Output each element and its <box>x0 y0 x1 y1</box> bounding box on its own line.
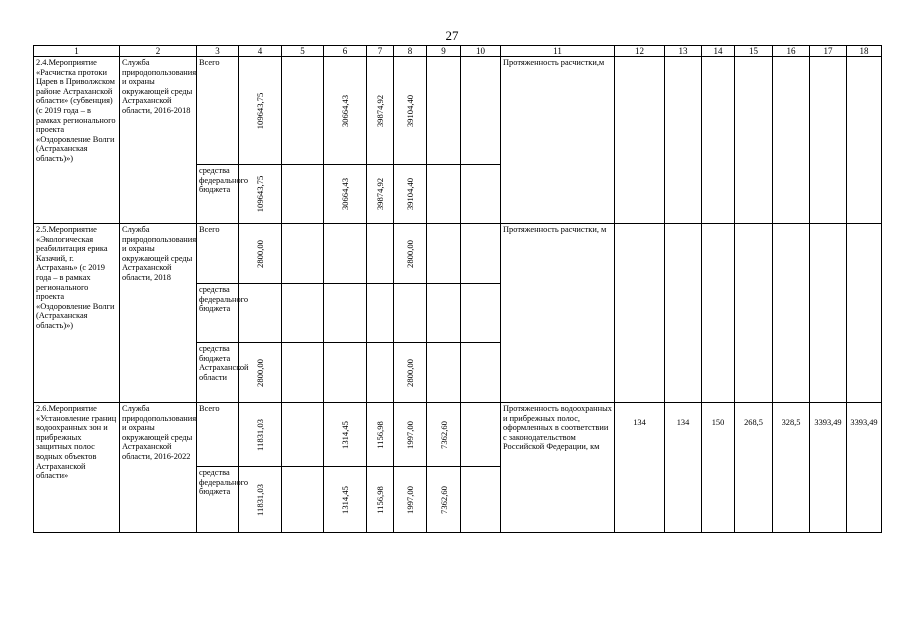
amount-cell <box>239 165 282 224</box>
table-row <box>34 403 882 467</box>
amount-cell <box>394 467 427 533</box>
amount-value: 1997,00 <box>405 485 415 514</box>
amount-cell <box>324 284 367 343</box>
amount-cell <box>239 403 282 467</box>
amount-cell <box>461 467 501 533</box>
col-header: 2 <box>120 46 197 57</box>
amount-value: 7362,60 <box>438 420 449 449</box>
indicator-cell: Протяженность расчистки,м <box>501 57 615 224</box>
amount-cell <box>427 224 461 284</box>
amount-value: 109643,75 <box>255 175 265 213</box>
col-header: 14 <box>702 46 735 57</box>
amount-cell <box>394 57 427 165</box>
program-table <box>33 45 882 533</box>
col-header: 16 <box>773 46 810 57</box>
value-cell: 268,5 <box>735 403 773 533</box>
amount-cell <box>427 403 461 467</box>
amount-cell <box>394 403 427 467</box>
value-cell: 134 <box>615 403 665 533</box>
value-cell <box>847 57 882 224</box>
source-cell: Всего <box>197 403 239 467</box>
amount-value: 39104,40 <box>405 94 415 127</box>
amount-value: 109643,75 <box>255 92 265 129</box>
amount-cell <box>461 343 501 403</box>
amount-cell <box>324 467 367 533</box>
value-cell <box>665 57 702 224</box>
amount-cell <box>282 57 324 165</box>
value-cell <box>773 57 810 224</box>
col-header: 1 <box>34 46 120 57</box>
amount-cell <box>282 343 324 403</box>
amount-cell <box>282 403 324 467</box>
amount-value: 2800,00 <box>405 358 415 387</box>
amount-cell <box>282 165 324 224</box>
table-row <box>34 57 882 165</box>
amount-cell <box>367 343 394 403</box>
amount-cell <box>461 403 501 467</box>
col-header: 8 <box>394 46 427 57</box>
value-cell: 3393,49 <box>810 403 847 533</box>
value-cell <box>810 57 847 224</box>
measure-cell: 2.5.Мероприятие «Экологическая реабилитация ерика Казачий, г. Астрахань» (с 2019 года – в рамках регионального проекта «Оздоровление Волги (Астраханская область)») <box>34 224 120 403</box>
value-cell <box>735 224 773 403</box>
amount-cell <box>367 224 394 284</box>
amount-value: 2800,00 <box>255 358 265 387</box>
col-header: 4 <box>239 46 282 57</box>
amount-cell <box>239 467 282 533</box>
executor-cell: Служба природопользования и охраны окружающей среды Астраханской области, 2016-2018 <box>120 57 197 224</box>
col-header: 5 <box>282 46 324 57</box>
amount-cell <box>324 403 367 467</box>
table-row <box>34 224 882 284</box>
amount-cell <box>394 284 427 343</box>
amount-value: 39874,92 <box>375 177 385 211</box>
amount-cell <box>324 224 367 284</box>
col-header: 17 <box>810 46 847 57</box>
amount-value: 2800,00 <box>255 239 265 268</box>
col-header: 13 <box>665 46 702 57</box>
source-cell: средства федерального бюджета <box>197 165 239 224</box>
value-cell: 150 <box>702 403 735 533</box>
amount-cell <box>367 165 394 224</box>
source-cell: Всего <box>197 57 239 165</box>
amount-value: 1156,98 <box>375 420 385 449</box>
header-row <box>34 46 882 57</box>
amount-value: 7362,60 <box>438 485 449 514</box>
amount-cell <box>324 165 367 224</box>
amount-cell <box>367 284 394 343</box>
indicator-cell: Протяженность расчистки, м <box>501 224 615 403</box>
col-header: 9 <box>427 46 461 57</box>
amount-value: 30664,43 <box>340 94 350 127</box>
amount-cell <box>282 224 324 284</box>
amount-value: 2800,00 <box>405 239 415 268</box>
amount-cell <box>239 343 282 403</box>
amount-cell <box>239 224 282 284</box>
amount-cell <box>324 57 367 165</box>
amount-cell <box>324 343 367 403</box>
value-cell <box>773 224 810 403</box>
amount-cell <box>427 57 461 165</box>
amount-value: 39874,92 <box>375 94 385 127</box>
source-cell: средства федерального бюджета <box>197 467 239 533</box>
value-cell: 134 <box>665 403 702 533</box>
value-cell: 328,5 <box>773 403 810 533</box>
amount-cell <box>367 467 394 533</box>
amount-value: 30664,43 <box>340 177 350 211</box>
col-header: 12 <box>615 46 665 57</box>
amount-value: 1997,00 <box>405 420 415 449</box>
amount-cell <box>239 284 282 343</box>
amount-cell <box>427 343 461 403</box>
amount-cell <box>461 224 501 284</box>
executor-cell: Служба природопользования и охраны окружающей среды Астраханской области, 2016-2022 <box>120 403 197 533</box>
amount-cell <box>461 284 501 343</box>
amount-cell <box>282 284 324 343</box>
measure-cell: 2.6.Мероприятие «Установление границ водоохранных зон и прибрежных защитных полос водных объектов Астраханской области» <box>34 403 120 533</box>
amount-cell <box>394 165 427 224</box>
measure-cell: 2.4.Мероприятие «Расчистка протоки Царев в Приволжском районе Астраханской области» (субвенция) (с 2019 года – в рамках регионального проекта «Оздоровление Волги (Астраханская область)») <box>34 57 120 224</box>
value-cell <box>615 57 665 224</box>
amount-value: 39104,40 <box>405 177 415 211</box>
amount-cell <box>427 284 461 343</box>
amount-value: 1314,45 <box>340 485 350 514</box>
amount-cell <box>461 165 501 224</box>
value-cell <box>702 224 735 403</box>
col-header: 15 <box>735 46 773 57</box>
col-header: 18 <box>847 46 882 57</box>
value-cell <box>702 57 735 224</box>
source-cell: средства бюджета Астраханской области <box>197 343 239 403</box>
amount-value: 1156,98 <box>375 485 385 514</box>
value-cell <box>810 224 847 403</box>
col-header: 10 <box>461 46 501 57</box>
amount-cell <box>282 467 324 533</box>
amount-cell <box>394 343 427 403</box>
col-header: 3 <box>197 46 239 57</box>
source-cell: средства федерального бюджета <box>197 284 239 343</box>
amount-cell <box>427 467 461 533</box>
value-cell <box>735 57 773 224</box>
amount-cell <box>394 224 427 284</box>
amount-cell <box>427 165 461 224</box>
amount-cell <box>367 403 394 467</box>
value-cell <box>847 224 882 403</box>
value-cell: 3393,49 <box>847 403 882 533</box>
executor-cell: Служба природопользования и охраны окружающей среды Астраханской области, 2018 <box>120 224 197 403</box>
amount-value: 11831,03 <box>255 483 265 516</box>
page-number: 27 <box>445 28 459 43</box>
col-header: 11 <box>501 46 615 57</box>
source-cell: Всего <box>197 224 239 284</box>
col-header: 7 <box>367 46 394 57</box>
value-cell <box>615 224 665 403</box>
amount-cell <box>367 57 394 165</box>
amount-cell <box>239 57 282 165</box>
amount-value: 11831,03 <box>255 418 265 451</box>
amount-value: 1314,45 <box>340 420 350 449</box>
col-header: 6 <box>324 46 367 57</box>
amount-cell <box>461 57 501 165</box>
value-cell <box>665 224 702 403</box>
indicator-cell: Протяженность водоохранных и прибрежных полос, оформленных в соответствии с законодательством Российской Федерации, км <box>501 403 615 533</box>
